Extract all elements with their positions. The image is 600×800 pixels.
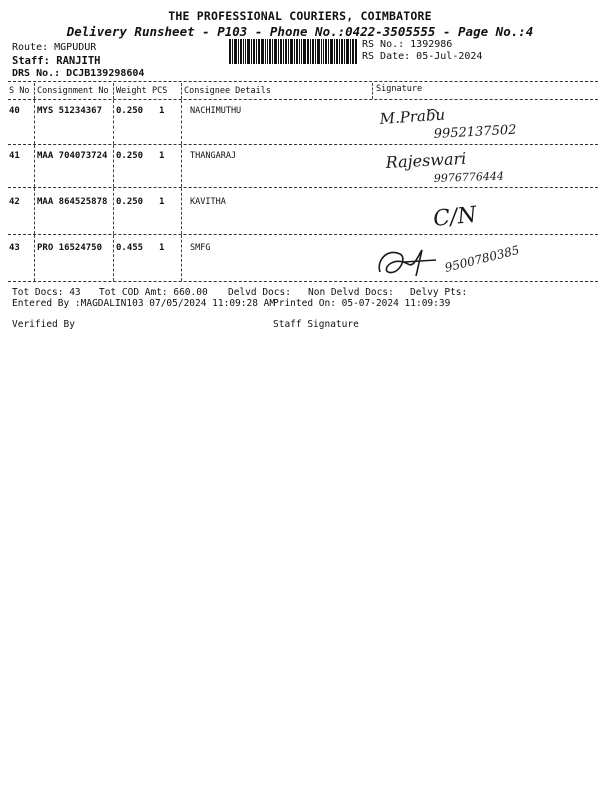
verified-by-label: Verified By bbox=[12, 319, 75, 330]
col-sep bbox=[181, 145, 182, 187]
barcode-image bbox=[229, 39, 357, 64]
delivery-points: Delvy Pts: bbox=[410, 287, 468, 298]
col-sep bbox=[113, 188, 114, 234]
col-header-pcs: PCS bbox=[152, 86, 168, 96]
col-sep bbox=[113, 100, 114, 144]
row-rule bbox=[8, 187, 598, 188]
col-sep bbox=[181, 100, 182, 144]
col-header-consignee: Consignee Details bbox=[184, 86, 271, 96]
rs-date: RS Date: 05-Jul-2024 bbox=[362, 51, 483, 62]
row-41-sno: 41 bbox=[9, 151, 20, 161]
row-42-consignee: KAVITHA bbox=[190, 197, 226, 207]
row-41-weight: 0.250 bbox=[116, 151, 144, 161]
row-40-consignee: NACHIMUTHU bbox=[190, 106, 242, 116]
row-43-sno: 43 bbox=[9, 243, 20, 253]
col-sep bbox=[34, 188, 35, 234]
row-41-consignment: MAA 704073724 bbox=[37, 151, 108, 161]
col-header-consignment: Consignment No bbox=[37, 86, 109, 96]
signature-row-43 bbox=[374, 236, 534, 282]
col-sep bbox=[113, 83, 114, 99]
signature-row-41 bbox=[382, 146, 552, 186]
col-sep bbox=[34, 83, 35, 99]
svg-text:9500780385: 9500780385 bbox=[443, 242, 521, 275]
col-sep bbox=[34, 100, 35, 144]
total-docs: Tot Docs: 43 bbox=[12, 287, 81, 298]
col-sep bbox=[181, 83, 182, 99]
row-42-weight: 0.250 bbox=[116, 197, 144, 207]
signature-row-42 bbox=[430, 196, 510, 236]
svg-text:9976776444: 9976776444 bbox=[433, 169, 505, 185]
company-name: THE PROFESSIONAL COURIERS, COIMBATORE bbox=[168, 9, 432, 23]
signature-row-40 bbox=[376, 104, 546, 144]
printed-on: Printed On: 05-07-2024 11:09:39 bbox=[273, 298, 451, 309]
svg-text:9952137502: 9952137502 bbox=[433, 122, 517, 142]
col-header-weight: Weight bbox=[116, 86, 147, 96]
row-43-consignment: PRO 16524750 bbox=[37, 243, 103, 253]
col-header-signature: Signature bbox=[376, 84, 423, 94]
delivered-docs: Delvd Docs: bbox=[228, 287, 291, 298]
staff-signature-label: Staff Signature bbox=[273, 319, 359, 330]
row-43-consignee: SMFG bbox=[190, 243, 211, 253]
row-42-pcs: 1 bbox=[159, 197, 165, 207]
row-rule bbox=[8, 144, 598, 145]
col-sep bbox=[113, 235, 114, 281]
table-top-rule bbox=[8, 81, 598, 82]
runsheet-title: Delivery Runsheet - P103 - Phone No.:0422-3505555 - Page No.:4 bbox=[66, 24, 534, 39]
row-42-consignment: MAA 864525878 bbox=[37, 197, 108, 207]
row-42-sno: 42 bbox=[9, 197, 20, 207]
col-header-sno: S No bbox=[9, 86, 30, 96]
col-sep bbox=[113, 145, 114, 187]
header-bottom-rule bbox=[8, 99, 598, 100]
row-40-weight: 0.250 bbox=[116, 106, 144, 116]
col-sep bbox=[181, 235, 182, 281]
col-sep bbox=[34, 235, 35, 281]
row-41-pcs: 1 bbox=[159, 151, 165, 161]
col-sep bbox=[372, 83, 373, 99]
rs-number: RS No.: 1392986 bbox=[362, 39, 453, 50]
row-40-sno: 40 bbox=[9, 106, 20, 116]
svg-text:Rajeswari: Rajeswari bbox=[385, 148, 467, 172]
row-43-pcs: 1 bbox=[159, 243, 165, 253]
row-41-consignee: THANGARAJ bbox=[190, 151, 237, 161]
col-sep bbox=[34, 145, 35, 187]
drs-number: DRS No.: DCJB139298604 bbox=[12, 68, 145, 79]
col-sep bbox=[181, 188, 182, 234]
staff-label: Staff: RANJITH bbox=[12, 55, 101, 67]
non-delivered-docs: Non Delvd Docs: bbox=[308, 287, 394, 298]
svg-text:M.Prabu: M.Prabu bbox=[379, 105, 446, 128]
row-40-pcs: 1 bbox=[159, 106, 165, 116]
entered-by: Entered By :MAGDALIN103 07/05/2024 11:09:28 AM bbox=[12, 298, 276, 309]
row-40-consignment: MYS 51234367 bbox=[37, 106, 103, 116]
svg-text:C/N: C/N bbox=[432, 202, 478, 232]
route-label: Route: MGPUDUR bbox=[12, 42, 97, 53]
row-43-weight: 0.455 bbox=[116, 243, 144, 253]
total-cod-amount: Tot COD Amt: 660.00 bbox=[99, 287, 208, 298]
